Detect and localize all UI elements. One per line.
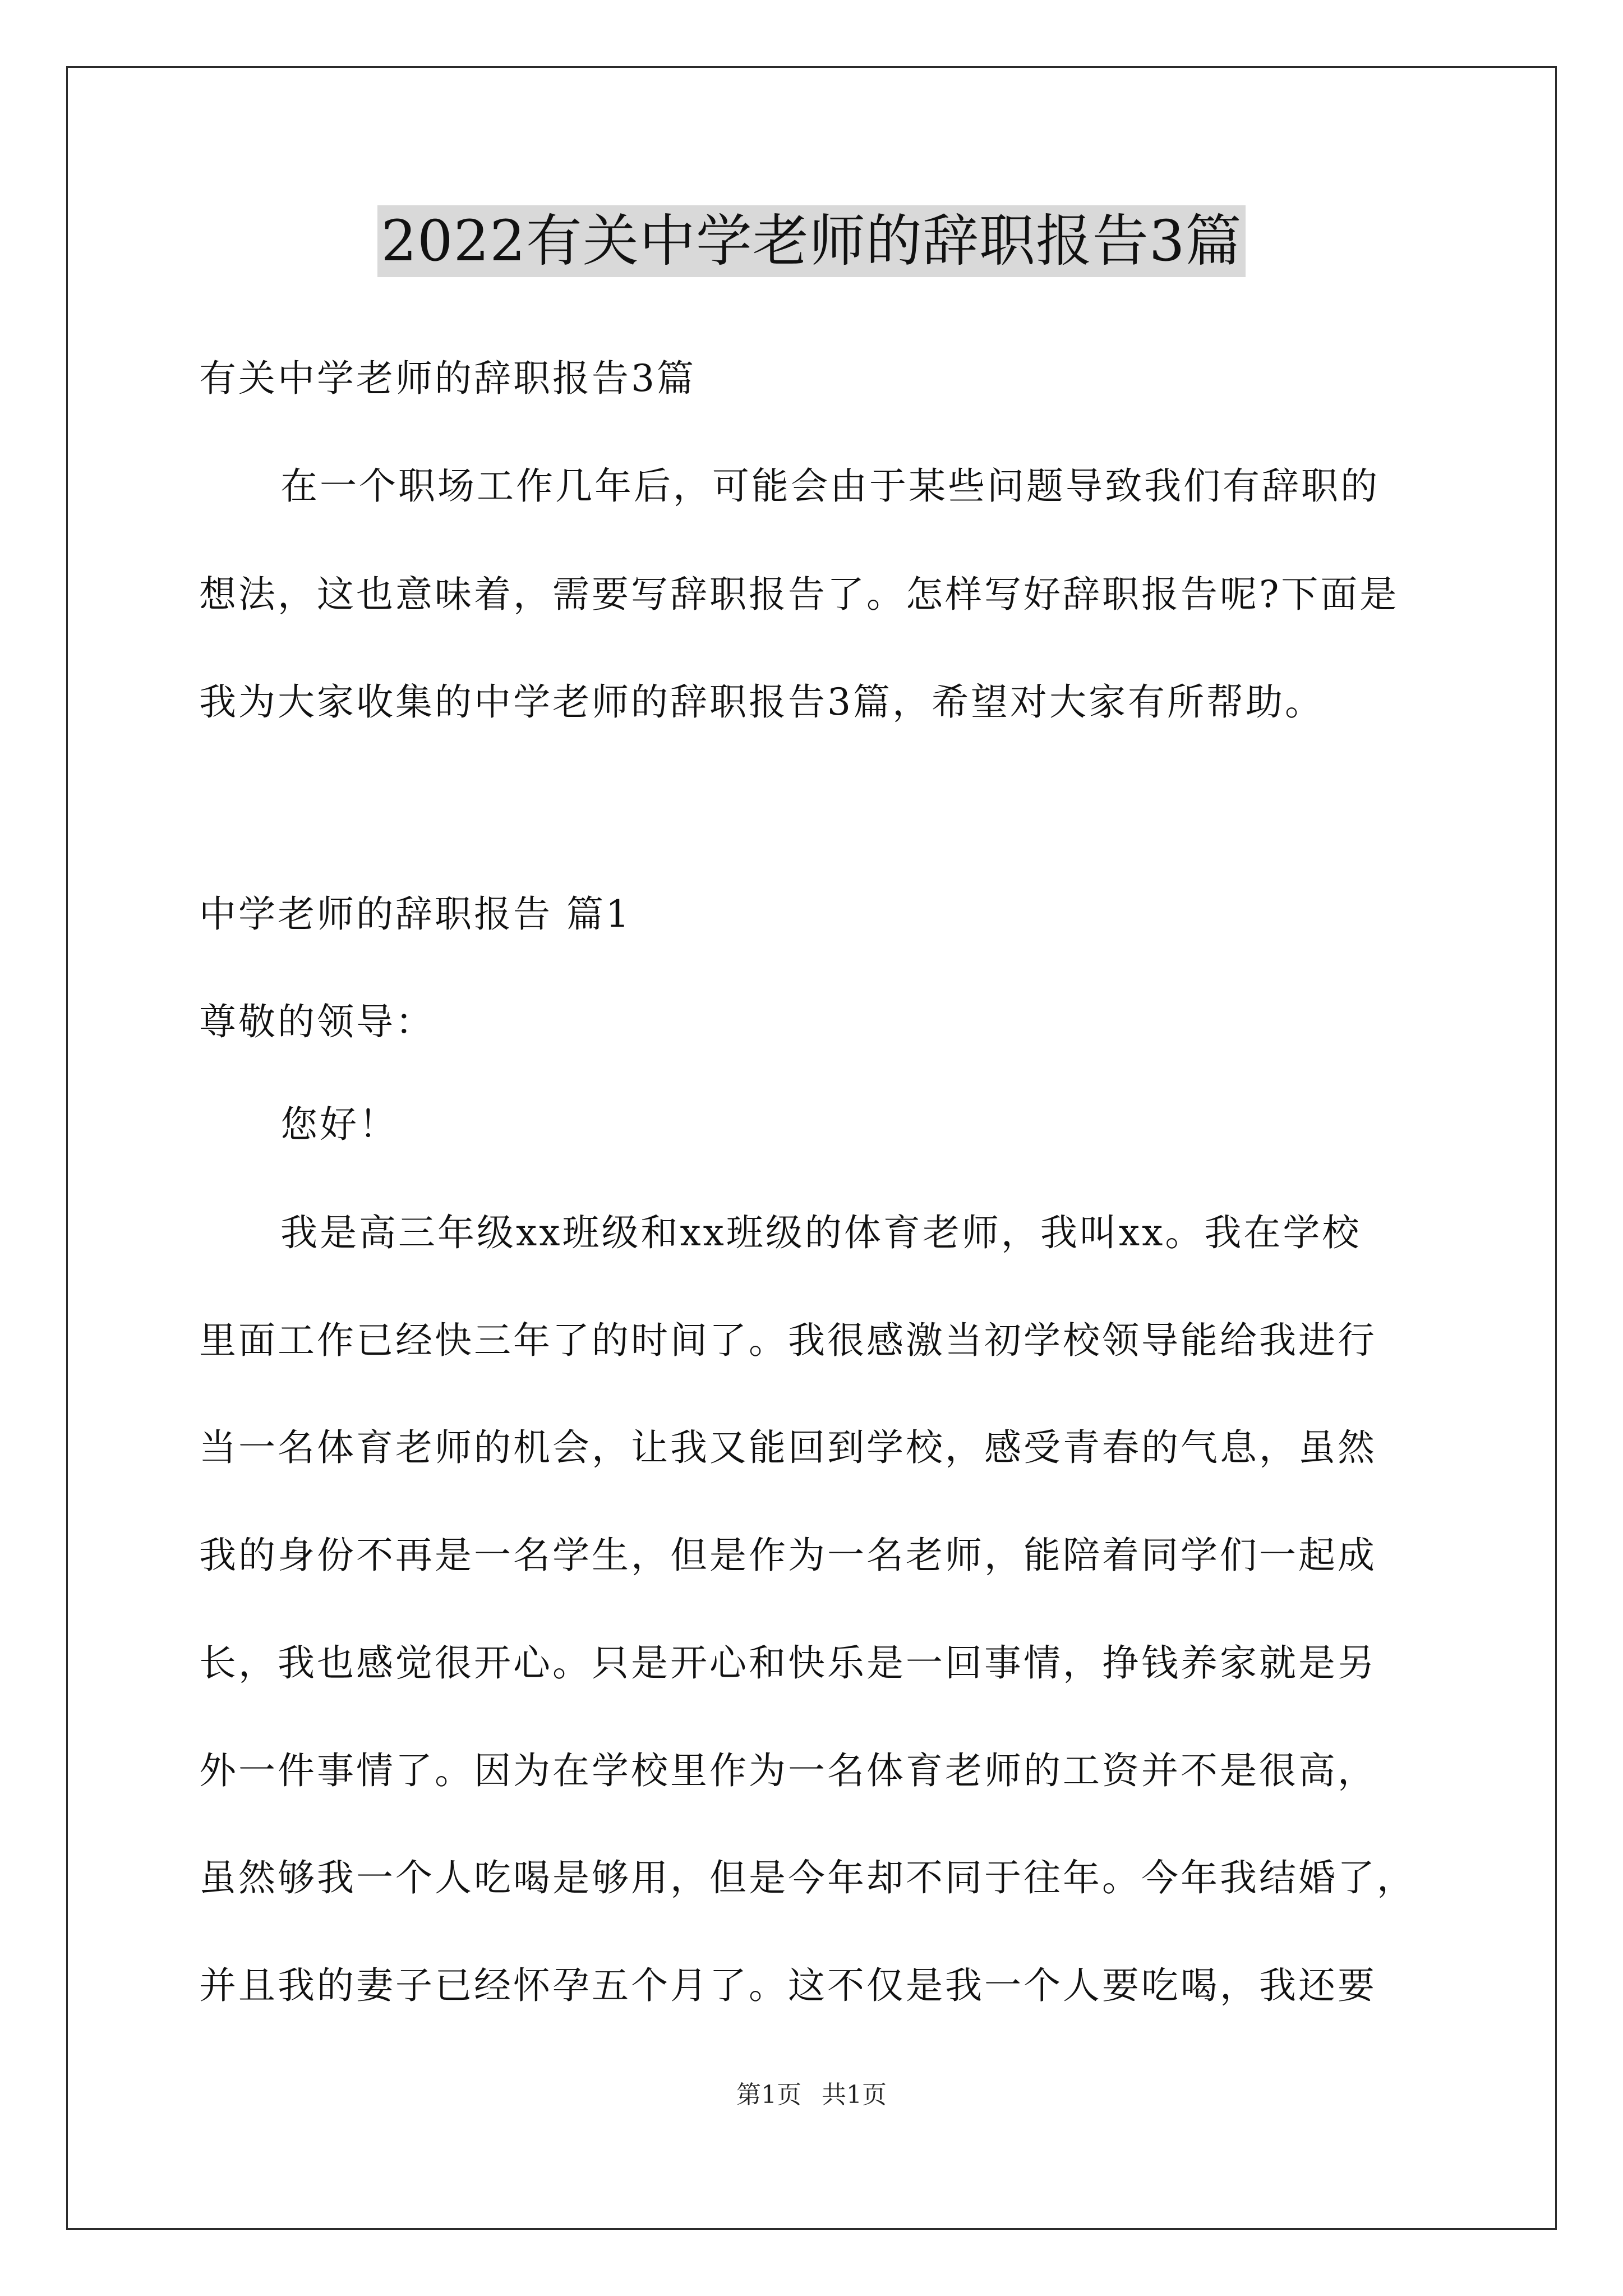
body-line: 我是高三年级xx班级和xx班级的体育老师，我叫xx。我在学校 (280, 1211, 1362, 1254)
intro-line: 我为大家收集的中学老师的辞职报告3篇，希望对大家有所帮助。 (199, 680, 1324, 724)
greeting: 您好！ (280, 1103, 398, 1146)
body-line: 长，我也感觉很开心。只是开心和快乐是一回事情，挣钱养家就是另 (199, 1641, 1377, 1685)
body-line: 虽然够我一个人吃喝是够用，但是今年却不同于往年。今年我结婚了， (199, 1856, 1416, 1899)
body-line: 我的身份不再是一名学生，但是作为一名老师，能陪着同学们一起成 (199, 1534, 1377, 1577)
body-line: 当一名体育老师的机会，让我又能回到学校，感受青春的气息，虽然 (199, 1426, 1377, 1469)
page-number: 第1页 (736, 2081, 801, 2109)
document-subtitle: 有关中学老师的辞职报告3篇 (199, 357, 696, 400)
body-line: 并且我的妻子已经怀孕五个月了。这不仅是我一个人要吃喝，我还要 (199, 1964, 1377, 2007)
page-total: 共1页 (822, 2081, 887, 2109)
salutation: 尊敬的领导： (199, 1000, 435, 1043)
page-footer (0, 2078, 1623, 2112)
document-title: 2022有关中学老师的辞职报告3篇 (377, 205, 1245, 277)
body-line: 外一件事情了。因为在学校里作为一名体育老师的工资并不是很高， (199, 1749, 1377, 1792)
section-heading: 中学老师的辞职报告 篇1 (199, 892, 631, 936)
title-container (0, 205, 1623, 277)
intro-line: 想法，这也意味着，需要写辞职报告了。怎样写好辞职报告呢?下面是 (199, 573, 1399, 616)
intro-line: 在一个职场工作几年后，可能会由于某些问题导致我们有辞职的 (280, 464, 1380, 508)
body-line: 里面工作已经快三年了的时间了。我很感激当初学校领导能给我进行 (199, 1319, 1377, 1362)
